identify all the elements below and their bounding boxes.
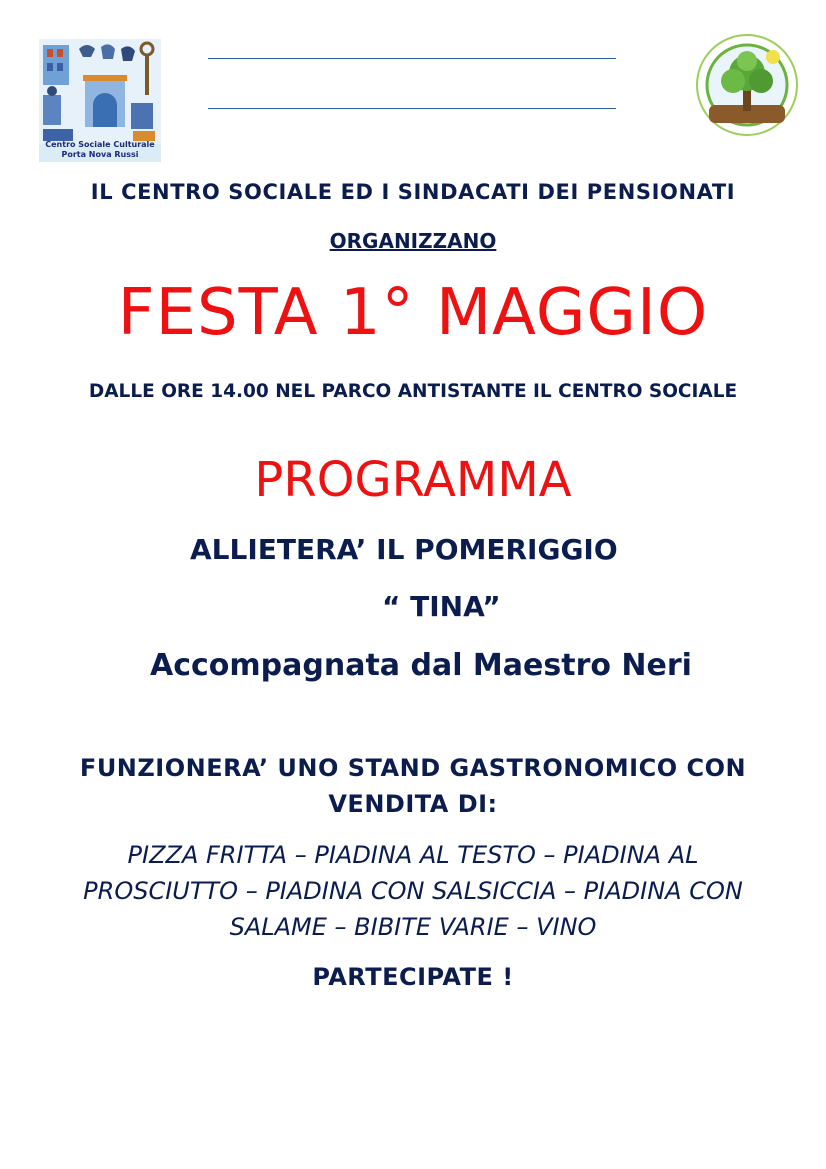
time-place-text: DALLE ORE 14.00 NEL PARCO ANTISTANTE IL CENTRO SOCIALE: [88, 381, 738, 402]
closing-call: PARTECIPATE !: [312, 963, 514, 991]
organizers-heading: IL CENTRO SOCIALE ED I SINDACATI DEI PENSIONATI: [90, 180, 736, 204]
logo-collage-image: [39, 39, 161, 144]
food-menu: PIZZA FRITTA – PIADINA AL TESTO – PIADINA AL PROSCIUTTO – PIADINA CON SALSICCIA – PIADINA CON SALAME – BIBITE VARIE – VINO: [83, 841, 743, 941]
organize-label: [0, 229, 826, 253]
program-heading: PROGRAMMA: [254, 452, 572, 508]
organize-text: ORGANIZZANO: [329, 229, 497, 253]
logo-caption-line-2: Porta Nova Russi: [61, 150, 139, 159]
logo-caption: [39, 140, 161, 160]
header-line-top: [208, 58, 616, 59]
entertainment-line: ALLIETERA’ IL POMERIGGIO: [190, 533, 618, 566]
header-line-bottom: [208, 108, 616, 109]
event-title: FESTA 1° MAGGIO: [117, 276, 709, 350]
accompaniment-line: Accompagnata dal Maestro Neri: [150, 648, 692, 683]
food-stand-line: FUNZIONERA’ UNO STAND GASTRONOMICO CON VENDITA DI:: [79, 754, 747, 818]
performer-name: “ TINA”: [382, 590, 501, 623]
tree-emblem-image: [693, 33, 800, 138]
logo-caption-line-1: Centro Sociale Culturale: [45, 140, 155, 149]
centro-sociale-logo: [39, 39, 161, 162]
ancescao-logo: [693, 33, 800, 138]
